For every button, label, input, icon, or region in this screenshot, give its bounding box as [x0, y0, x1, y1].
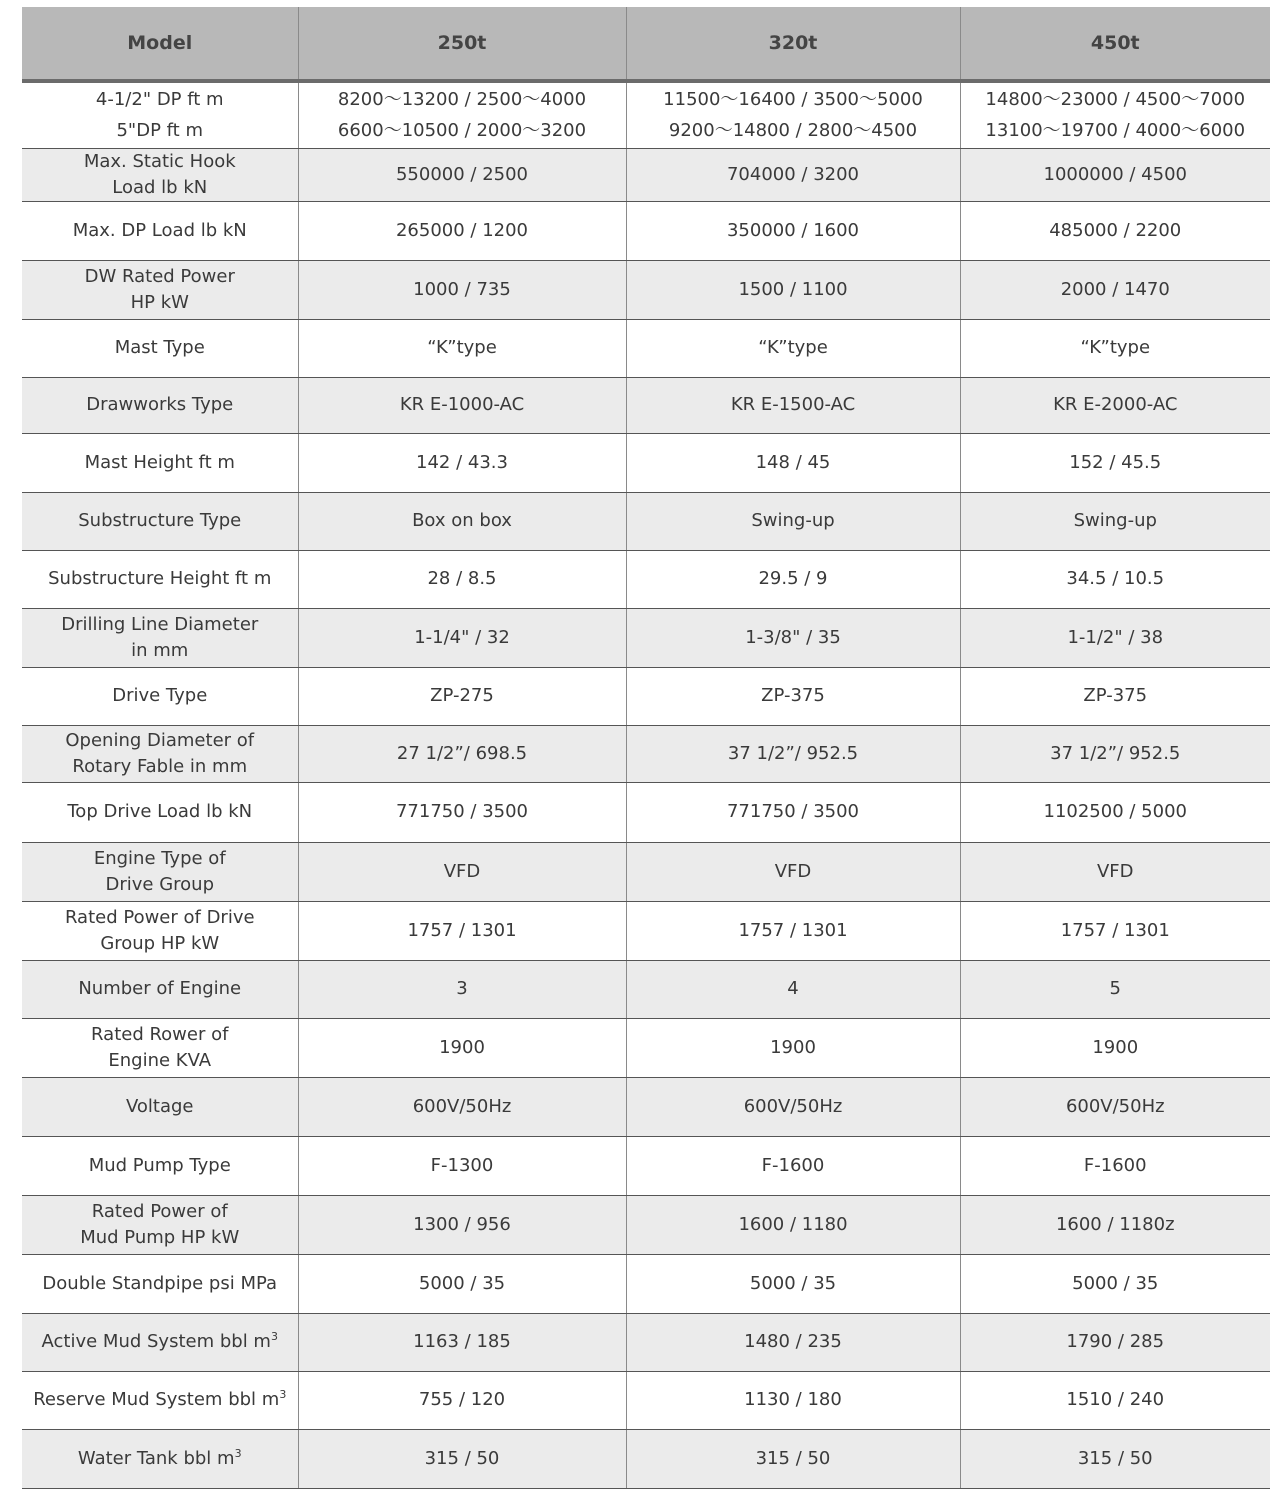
row-label-text: Double Standpipe psi MPa: [42, 1272, 278, 1294]
row-value-320t: 29.5 / 9: [626, 550, 960, 608]
row-value-450t: 315 / 50: [960, 1429, 1270, 1488]
row-label-text: Substructure Type: [78, 510, 242, 531]
row-value-250t: 315 / 50: [298, 1429, 626, 1488]
table-row: [22, 1254, 1270, 1313]
row-value-250t: 5000 / 35: [298, 1254, 626, 1313]
row-value-450t: 1757 / 1301: [960, 901, 1270, 960]
row-label: [22, 201, 298, 260]
table-row: [22, 960, 1270, 1018]
row-value-320t: 1500 / 1100: [626, 260, 960, 319]
row-label: [22, 667, 298, 725]
row-value-250t: F-1300: [298, 1136, 626, 1195]
row-value-250t: 771750 / 3500: [298, 782, 626, 842]
row-label: [22, 1254, 298, 1313]
row-label-superscript: 3: [279, 1388, 287, 1401]
table-row: [22, 842, 1270, 901]
row-value-320t: F-1600: [626, 1136, 960, 1195]
row-value-250t: 8200～13200 / 2500～4000 6600～10500 / 2000～3200: [298, 81, 626, 148]
row-label: [22, 1313, 298, 1371]
row-label: [22, 1018, 298, 1077]
table-row: [22, 1136, 1270, 1195]
row-value-320t: 5000 / 35: [626, 1254, 960, 1313]
row-value-250t: “K”type: [298, 319, 626, 377]
row-label-text: Max. DP Load lb kN: [72, 219, 247, 241]
row-value-450t: 1102500 / 5000: [960, 782, 1270, 842]
row-label-text: Voltage: [125, 1095, 194, 1117]
row-label: [22, 377, 298, 433]
row-label: [22, 550, 298, 608]
table-row: [22, 1313, 1270, 1371]
row-label: [22, 1136, 298, 1195]
row-value-250t: ZP-275: [298, 667, 626, 725]
row-label-text: Drilling Line Diameter in mm: [61, 613, 259, 661]
table-row: [22, 1371, 1270, 1429]
row-value-320t: Swing-up: [626, 492, 960, 550]
row-label-text: Max. Static Hook Load lb kN: [83, 150, 236, 198]
table-row: [22, 1018, 1270, 1077]
table-row: [22, 725, 1270, 782]
row-value-250t: 1163 / 185: [298, 1313, 626, 1371]
row-value-450t: 600V/50Hz: [960, 1077, 1270, 1136]
row-value-320t: 1-3/8" / 35: [626, 608, 960, 667]
table-row: [22, 1077, 1270, 1136]
row-label-text: 4-1/2" DP ft m 5"DP ft m: [95, 89, 224, 142]
row-label-text: Drawworks Type: [86, 394, 234, 415]
row-value-450t: 1-1/2" / 38: [960, 608, 1270, 667]
row-value-320t: 771750 / 3500: [626, 782, 960, 842]
row-value-450t: 1510 / 240: [960, 1371, 1270, 1429]
row-label: [22, 1429, 298, 1488]
table-body: [22, 81, 1270, 1488]
row-label: [22, 433, 298, 492]
row-label: [22, 148, 298, 201]
table-row: [22, 782, 1270, 842]
row-value-320t: 11500～16400 / 3500～5000 9200～14800 / 2800～4500: [626, 81, 960, 148]
row-value-250t: KR E-1000-AC: [298, 377, 626, 433]
row-value-450t: 14800～23000 / 4500～7000 13100～19700 / 4000～6000: [960, 81, 1270, 148]
row-value-450t: Swing-up: [960, 492, 1270, 550]
row-value-320t: 37 1/2”/ 952.5: [626, 725, 960, 782]
row-value-250t: 3: [298, 960, 626, 1018]
row-value-320t: 315 / 50: [626, 1429, 960, 1488]
row-label: [22, 725, 298, 782]
row-value-250t: VFD: [298, 842, 626, 901]
row-label: [22, 492, 298, 550]
table-row: [22, 1195, 1270, 1254]
row-value-250t: 27 1/2”/ 698.5: [298, 725, 626, 782]
row-label-text: Rated Power of Mud Pump HP kW: [80, 1200, 240, 1248]
row-value-250t: 1757 / 1301: [298, 901, 626, 960]
row-value-450t: 1900: [960, 1018, 1270, 1077]
row-value-250t: 550000 / 2500: [298, 148, 626, 201]
row-value-250t: 600V/50Hz: [298, 1077, 626, 1136]
table-row: [22, 319, 1270, 377]
header-model-250t: 250t: [298, 7, 626, 81]
row-label-text: Substructure Height ft m: [48, 568, 272, 589]
row-label: [22, 901, 298, 960]
row-label-superscript: 3: [270, 1330, 278, 1343]
row-label-text: Top Drive Load lb kN: [67, 801, 253, 822]
row-label-text: DW Rated Power HP kW: [84, 265, 235, 313]
row-label-text: Rated Power of Drive Group HP kW: [64, 906, 255, 954]
row-label-text: Mud Pump Type: [88, 1154, 231, 1176]
row-value-250t: 28 / 8.5: [298, 550, 626, 608]
row-value-320t: 1900: [626, 1018, 960, 1077]
table-row: [22, 201, 1270, 260]
row-value-450t: 152 / 45.5: [960, 433, 1270, 492]
row-label: [22, 319, 298, 377]
row-value-320t: 1480 / 235: [626, 1313, 960, 1371]
table-row: [22, 148, 1270, 201]
row-value-320t: 600V/50Hz: [626, 1077, 960, 1136]
table-row: [22, 377, 1270, 433]
table-row: [22, 433, 1270, 492]
row-label-text: Active Mud System bbl m: [41, 1331, 271, 1352]
row-label-superscript: 3: [234, 1446, 242, 1460]
row-label: [22, 782, 298, 842]
row-label-text: Rated Rower of Engine KVA: [91, 1023, 229, 1071]
table-row: [22, 667, 1270, 725]
row-value-450t: 2000 / 1470: [960, 260, 1270, 319]
table-row: [22, 81, 1270, 148]
row-value-320t: VFD: [626, 842, 960, 901]
row-value-450t: 1600 / 1180z: [960, 1195, 1270, 1254]
table-row: [22, 901, 1270, 960]
row-value-450t: “K”type: [960, 319, 1270, 377]
row-label-text: Mast Height ft m: [84, 451, 235, 473]
row-label-text: Number of Engine: [78, 978, 242, 999]
row-value-250t: 755 / 120: [298, 1371, 626, 1429]
row-value-320t: 4: [626, 960, 960, 1018]
row-value-450t: VFD: [960, 842, 1270, 901]
header-model-label: Model: [22, 7, 298, 81]
row-label-text: Drive Type: [112, 685, 208, 706]
row-value-250t: 1000 / 735: [298, 260, 626, 319]
row-value-320t: ZP-375: [626, 667, 960, 725]
row-value-450t: 485000 / 2200: [960, 201, 1270, 260]
row-value-450t: 5000 / 35: [960, 1254, 1270, 1313]
table-header: [22, 7, 1270, 81]
row-value-450t: F-1600: [960, 1136, 1270, 1195]
row-value-320t: 704000 / 3200: [626, 148, 960, 201]
row-label: [22, 260, 298, 319]
row-value-450t: 1790 / 285: [960, 1313, 1270, 1371]
row-label: [22, 608, 298, 667]
row-value-250t: 1900: [298, 1018, 626, 1077]
row-value-250t: 142 / 43.3: [298, 433, 626, 492]
row-value-250t: 1-1/4" / 32: [298, 608, 626, 667]
row-value-450t: 1000000 / 4500: [960, 148, 1270, 201]
table-row: [22, 550, 1270, 608]
row-label: [22, 960, 298, 1018]
spec-table: [22, 7, 1270, 1489]
row-value-450t: 37 1/2”/ 952.5: [960, 725, 1270, 782]
row-label-text: Mast Type: [114, 337, 205, 358]
row-value-450t: 34.5 / 10.5: [960, 550, 1270, 608]
row-label-text: Reserve Mud System bbl m: [33, 1389, 280, 1410]
row-value-320t: 1600 / 1180: [626, 1195, 960, 1254]
row-value-450t: ZP-375: [960, 667, 1270, 725]
row-label: [22, 1077, 298, 1136]
row-value-320t: 1757 / 1301: [626, 901, 960, 960]
row-label: [22, 1195, 298, 1254]
header-model-320t: 320t: [626, 7, 960, 81]
row-label: [22, 842, 298, 901]
row-value-320t: 1130 / 180: [626, 1371, 960, 1429]
row-label-text: Engine Type of Drive Group: [93, 847, 226, 895]
row-label: [22, 81, 298, 148]
row-label-text: Water Tank bbl m: [77, 1447, 235, 1469]
row-value-250t: Box on box: [298, 492, 626, 550]
table-row: [22, 1429, 1270, 1488]
table-row: [22, 260, 1270, 319]
row-value-320t: “K”type: [626, 319, 960, 377]
table-row: [22, 492, 1270, 550]
row-value-320t: 148 / 45: [626, 433, 960, 492]
row-value-320t: KR E-1500-AC: [626, 377, 960, 433]
row-label: [22, 1371, 298, 1429]
row-value-450t: 5: [960, 960, 1270, 1018]
row-value-250t: 265000 / 1200: [298, 201, 626, 260]
row-label-text: Opening Diameter of Rotary Fable in mm: [65, 729, 255, 777]
row-value-250t: 1300 / 956: [298, 1195, 626, 1254]
header-model-450t: 450t: [960, 7, 1270, 81]
table-row: [22, 608, 1270, 667]
row-value-450t: KR E-2000-AC: [960, 377, 1270, 433]
header-row: [22, 7, 1270, 81]
row-value-320t: 350000 / 1600: [626, 201, 960, 260]
